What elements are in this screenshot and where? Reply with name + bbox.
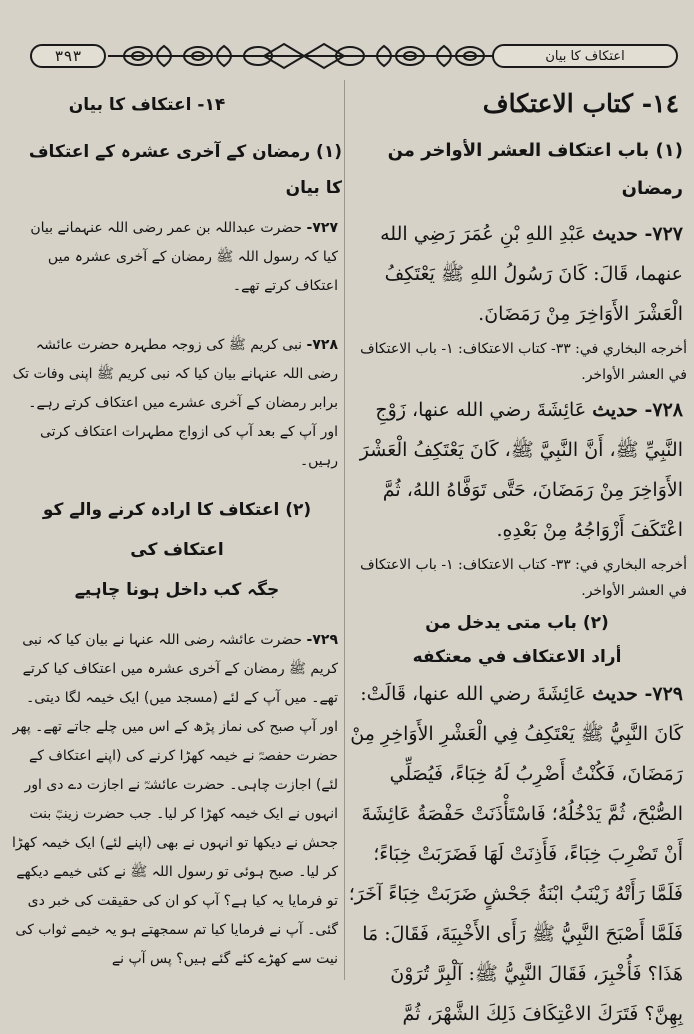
page-header <box>10 40 684 74</box>
hadith-text: عَبْدِ اللهِ بْنِ عُمَرَ رَضِي الله عنهما، قَالَ: كَانَ رَسُولُ اللهِ ﷺ يَعْتَكِفُ الْعَشْرَ الأَوَاخِرَ مِنْ رَمَضَانَ. <box>380 223 683 325</box>
urdu-book-title: ۱۴- اعتکاف کا بیان <box>68 95 226 115</box>
hadith-729 <box>347 674 683 1034</box>
translation-number: ۷۲۸- <box>306 337 338 353</box>
translation-text: نبی کریم ﷺ کی زوجہ مطہرہ حضرت عائشہ رضی اللہ عنہانے بیان کیا کہ نبی کریم ﷺ اپنی وفات تک برابر رمضان کے آخری عشرے میں اعتکاف کرتے رہے۔ اور آپ کے بعد آپ کی ازواج مطہرات اعتکاف کرتی رہیں۔ <box>12 337 338 469</box>
translation-text: حضرت عائشہ رضی اللہ عنہا نے بیان کیا کہ نبی کریم ﷺ رمضان کے آخری عشرہ میں اعتکاف کیا کرتے تھے۔ میں آپ کے لئے (مسجد میں) ایک خیمہ لگا دیتی۔ اور آپ صبح کی نماز پڑھ کے اس میں چلے جاتے تھے۔ پھر حضرت حفصہؓ نے خیمہ کھڑا کرنے کی (اپنے اعتکاف کے لئے) اجازت چاہی۔ حضرت عائشہؓ نے اجازت دے دی اور انہوں نے ایک خیمہ کھڑا کر لیا۔ جب حضرت زینبؓ بنت جحش نے دیکھا تو انہوں نے بھی (اپنے لئے) ایک خیمہ کھڑا کر لیا۔ صبح ہوئی تو رسول اللہ ﷺ نے کئی خیمے دیکھے تو فرمایا یہ کیا ہے؟ آپ کو ان کی حقیقت کی خبر دی گئی۔ آپ نے فرمایا کیا تم سمجھتے ہو یہ خیمے ثواب کی نیت سے کھڑے کئے گئے ہیں؟ پس آپ نے <box>12 632 338 967</box>
urdu-translation-729 <box>12 626 338 974</box>
hadith-text: عَائِشَةَ رضي الله عنها، قَالَتْ: كَانَ النَّبِيُّ ﷺ يَعْتَكِفُ فِي الْعَشْرِ الأَوَاخِرِ مِنْ رَمَضَانَ، فَكُنْتُ أَضْرِبُ لَهُ خِبَاءً، فَيُصَلِّي الصُّبْحَ، ثُمَّ يَدْخُلُهُ؛ فَاسْتَأْذَنَتْ حَفْصَةُ عَائِشَةَ أَنْ تَضْرِبَ خِبَاءً، فَأَذِنَتْ لَهَا فَضَرَبَتْ خِبَاءً؛ فَلَمَّا رَأَتْهُ زَيْنَبُ ابْنَةُ جَحْشٍ ضَرَبَتْ خِبَاءً آخَرَ؛ فَلَمَّا أَصْبَحَ النَّبِيُّ ﷺ رَأَى الأَخْبِيَةَ، فَقَالَ: مَا هَذَا؟ فَأُخْبِرَ، فَقَالَ النَّبِيُّ ﷺ: آلْبِرَّ تُرَوْنَ بِهِنَّ؟ فَتَرَكَ الاعْتِكَافَ ذَلِكَ الشَّهْرَ، ثُمَّ <box>348 683 683 1025</box>
hadith-number: ٧٢٧- حديث <box>592 223 683 245</box>
translation-number: ۷۲۷- <box>306 220 338 236</box>
hadith-text: عَائِشَةَ رضي الله عنها، زَوْجِ النَّبِيِّ ﷺ، أَنَّ النَّبِيَّ ﷺ، كَانَ يَعْتَكِفُ الْعَشْرَ الأَوَاخِرَ مِنْ رَمَضَانَ، حَتَّى تَوَفَّاهُ اللهُ، ثُمَّ اعْتَكَفَ أَزْوَاجُهُ مِنْ بَعْدِهِ. <box>359 399 683 541</box>
urdu-bab-2 <box>12 490 342 610</box>
page-number: ۳۹۳ <box>30 44 106 68</box>
arabic-bab-2-line-1: (٢) باب متى يدخل من <box>425 613 609 633</box>
urdu-column <box>12 80 342 974</box>
takhrij-727: أخرجه البخاري في: ٣٣- كتاب الاعتكاف: ١- باب الاعتكاف في العشر الأواخر. <box>360 341 687 383</box>
translation-number: ۷۲۹- <box>306 632 338 648</box>
urdu-translation-728 <box>12 331 338 476</box>
arabic-column <box>347 80 687 1034</box>
urdu-translation-727 <box>12 214 338 301</box>
takhrij-728: أخرجه البخاري في: ٣٣- كتاب الاعتكاف: ١- باب الاعتكاف في العشر الأواخر. <box>360 557 687 599</box>
scroll-ornament-icon <box>108 40 500 72</box>
urdu-bab-1: (۱) رمضان کے آخری عشرہ کے اعتکاف کا بیان <box>28 142 342 198</box>
arabic-book-title: ١٤- كتاب الاعتكاف <box>482 89 679 118</box>
arabic-bab-2-line-2: أراد الاعتكاف في معتكفه <box>412 647 622 667</box>
urdu-bab-2-line-2: جگہ کب داخل ہونا چاہیے <box>74 580 280 600</box>
arabic-bab-1: (١) باب اعتكاف العشر الأواخر من رمضان <box>387 140 683 199</box>
hadith-728 <box>347 390 683 550</box>
translation-text: حضرت عبداللہ بن عمر رضی اللہ عنہمانے بیان کیا کہ رسول اللہ ﷺ رمضان کے آخری عشرہ میں اعتکاف کرتے تھے۔ <box>30 220 338 294</box>
column-divider <box>344 80 345 980</box>
hadith-number: ٧٢٩- حديث <box>592 683 683 705</box>
hadith-number: ٧٢٨- حديث <box>592 399 683 421</box>
hadith-727 <box>347 214 683 334</box>
chapter-title: اعتکاف کا بیان <box>492 44 678 68</box>
urdu-bab-2-line-1: (۲) اعتکاف کا ارادہ کرنے والے کو اعتکاف کی <box>42 500 312 560</box>
